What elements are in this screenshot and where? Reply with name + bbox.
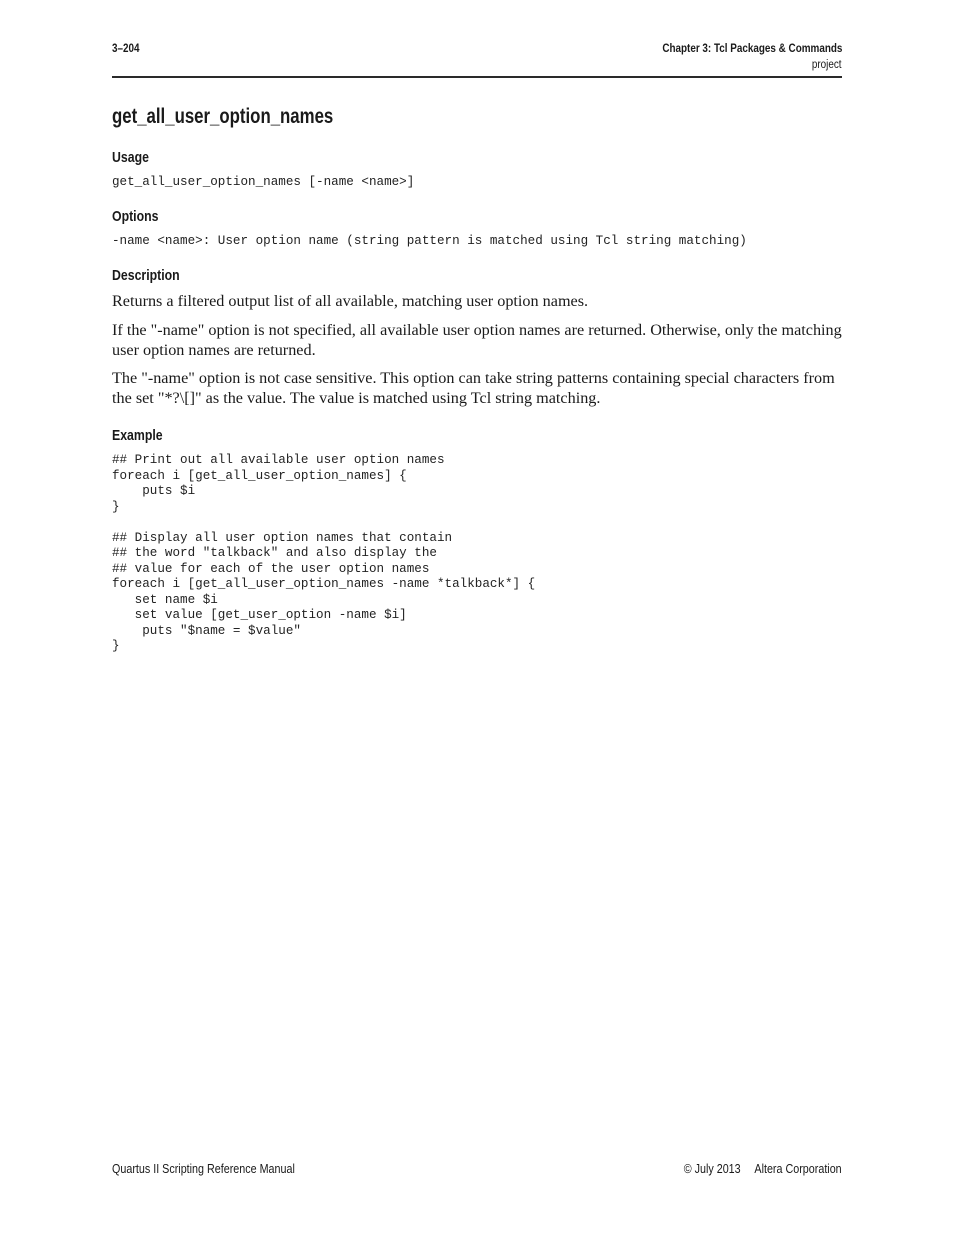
chapter-title: Chapter 3: Tcl Packages & Commands	[661, 43, 842, 55]
footer-copyright	[684, 1162, 842, 1176]
description-paragraph: The "-name" option is not case sensitive. This option can take string patterns containing special characters from the set "*?\[]" as the value. The value is matched using Tcl string matching.	[112, 369, 835, 407]
usage-code: get_all_user_option_names [-name <name>]	[112, 175, 415, 189]
description-paragraph: Returns a filtered output list of all available, matching user option names.	[112, 292, 589, 310]
usage-heading: Usage	[112, 149, 149, 166]
footer-date: © July 2013	[684, 1162, 741, 1176]
footer-manual-title: Quartus II Scripting Reference Manual	[112, 1162, 295, 1176]
example-code-block: ## Print out all available user option names foreach i [get_all_user_option_names] { puts $i } ## Display all user option names that contain ## the word "talkback" and also display the ## value for each of the user option names foreach i [get_all_user_option_names -name *talkback*] { set name $i set value [get_user_option -name $i] puts "$name = $value" }	[112, 453, 536, 653]
example-heading: Example	[112, 427, 163, 444]
description-heading: Description	[112, 267, 180, 284]
footer-company: Altera Corporation	[754, 1162, 842, 1176]
options-code: -name <name>: User option name (string pattern is matched using Tcl string matching)	[112, 234, 747, 248]
section-name: project	[812, 59, 842, 71]
options-heading: Options	[112, 208, 159, 225]
description-paragraph: If the "-name" option is not specified, all available user option names are returned. Otherwise, only the matching user option names are returned.	[112, 321, 842, 359]
command-title: get_all_user_option_names	[112, 105, 334, 128]
header-rule	[112, 76, 842, 78]
page-number: 3–204	[112, 43, 140, 55]
